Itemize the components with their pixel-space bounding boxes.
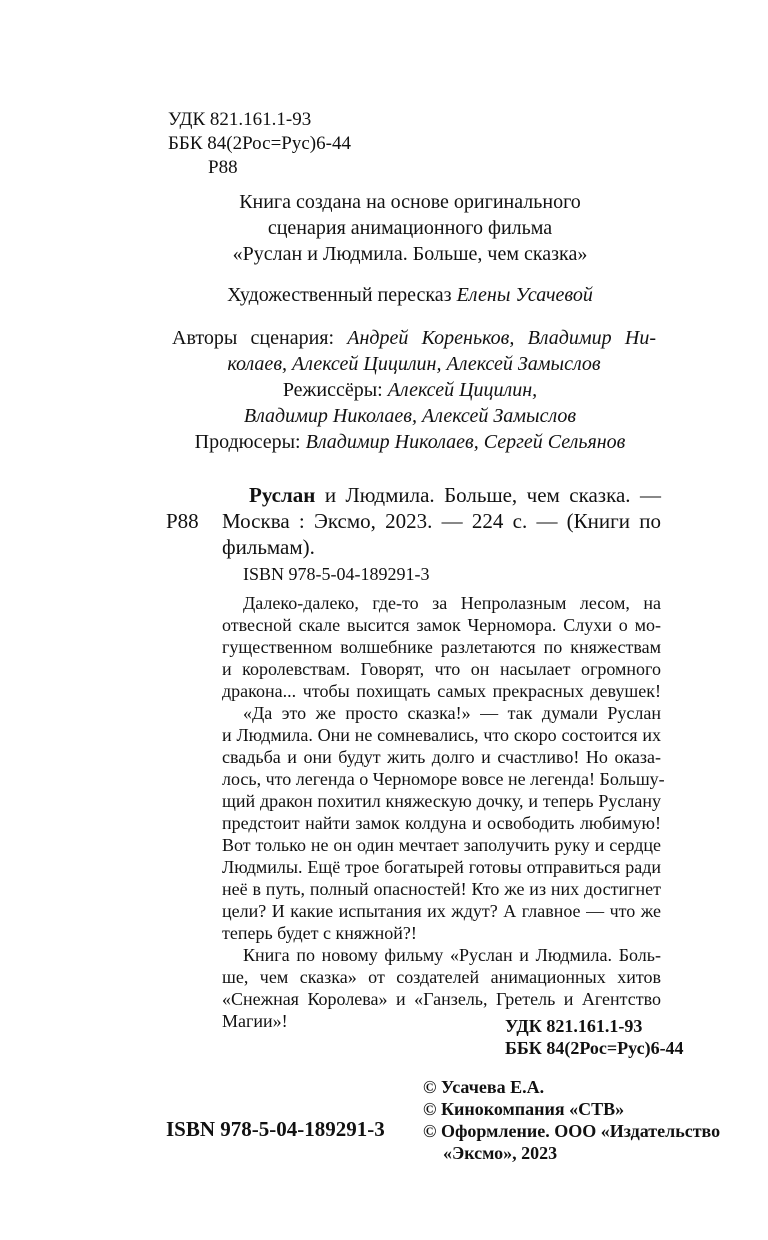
copyright-line: © Кинокомпания «СТВ» — [423, 1099, 625, 1119]
annotation-line: гущественном волшебнике разлетаются по княжествам — [222, 637, 661, 657]
annotation-line: «Снежная Королева» и «Ганзель, Гретель и Агентство — [222, 989, 661, 1009]
directors-line-1 — [160, 377, 660, 403]
annotation-line: Вот только не он один мечтает заполучить руку и сердце — [222, 835, 661, 855]
writers-names-2: колаев, Алексей Цицилин, Алексей Замыслов — [227, 353, 601, 375]
annotation-line: Людмилы. Ещё трое богатырей готовы отправиться ради — [222, 857, 661, 877]
bbk-code-bold: ББК 84(2Рос=Рус)6-44 — [505, 1038, 684, 1058]
intro-line-3: «Руслан и Людмила. Больше, чем сказка» — [232, 243, 588, 265]
writers-names-1: Андрей Кореньков, Владимир Ни- — [347, 327, 656, 349]
annotation-line: «Да это же просто сказка!» — так думали Руслан — [243, 703, 661, 723]
catalog-line-3: фильмам). — [222, 535, 315, 559]
producers-line — [160, 429, 660, 455]
copyright-line: «Эксмо», 2023 — [443, 1143, 558, 1163]
annotation-line: и королевствам. Говорят, что он насылает огромного — [222, 659, 661, 679]
directors-label: Режиссёры: — [282, 379, 388, 401]
intro-line-1: Книга создана на основе оригинального — [239, 191, 581, 213]
producers-label: Продюсеры: — [194, 431, 306, 453]
annotation-line: отвесной скале высится замок Черномора. Слухи о мо- — [222, 615, 661, 635]
catalog-line-1 — [249, 482, 661, 508]
directors-names-1: Алексей Цицилин, — [387, 379, 538, 401]
catalog-title-bold: Руслан — [249, 483, 316, 507]
retelling-credit — [160, 282, 660, 308]
udk-code: УДК 821.161.1-93 — [168, 109, 312, 130]
annotation-line: ше, чем сказка» от создателей анимационных хитов — [222, 967, 661, 987]
directors-names-2: Владимир Николаев, Алексей Замыслов — [243, 405, 577, 427]
copyright-line: © Оформление. ООО «Издательство — [423, 1121, 721, 1141]
bbk-code: ББК 84(2Рос=Рус)6-44 — [168, 133, 351, 154]
annotation-line: щий дракон похитил княжескую дочку, и теперь Руслану — [222, 791, 661, 811]
catalog-title-rest: и Людмила. Больше, чем сказка. — — [315, 483, 661, 507]
annotation-line: неё в путь, полный опасностей! Кто же из них достигнет — [222, 879, 661, 899]
copyright-line: © Усачева Е.А. — [423, 1077, 545, 1097]
intro-line-2: сценария анимационного фильма — [267, 217, 553, 239]
catalog-isbn: ISBN 978-5-04-189291-3 — [243, 564, 430, 584]
retelling-author: Елены Усачевой — [456, 284, 593, 306]
footer-isbn: ISBN 978-5-04-189291-3 — [166, 1117, 385, 1141]
retelling-label: Художественный пересказ — [227, 284, 457, 306]
author-mark: Р88 — [208, 157, 238, 178]
annotation-line: цели? И какие испытания их ждут? А главное — что же — [222, 901, 661, 921]
annotation-line: предстоит найти замок колдуна и освободить любимую! — [222, 813, 661, 833]
catalog-line-2: Москва : Эксмо, 2023. — 224 с. — (Книги по — [222, 509, 661, 533]
annotation-line: и Людмила. Они не сомневались, что скоро состоится их — [222, 725, 661, 745]
annotation-line: Далеко-далеко, где-то за Непролазным лесом, на — [243, 593, 661, 613]
writers-label: Авторы сценария: — [172, 327, 348, 349]
annotation-line: свадьба и они будут жить долго и счастливо! Но оказа- — [222, 747, 661, 767]
annotation-line: лось, что легенда о Черноморе вовсе не легенда! Большу- — [222, 769, 665, 789]
catalog-code: Р88 — [166, 509, 199, 533]
writers-line-1 — [172, 325, 656, 351]
annotation-line: Книга по новому фильму «Руслан и Людмила. Боль- — [243, 945, 661, 965]
annotation-line: теперь будет с княжной?! — [222, 923, 417, 943]
annotation-line: Магии»! — [222, 1011, 288, 1031]
udk-code-bold: УДК 821.161.1-93 — [505, 1016, 643, 1036]
annotation-line: дракона... чтобы похищать самых прекрасных девушек! — [222, 681, 661, 701]
producers-names: Владимир Николаев, Сергей Сельянов — [305, 431, 626, 453]
